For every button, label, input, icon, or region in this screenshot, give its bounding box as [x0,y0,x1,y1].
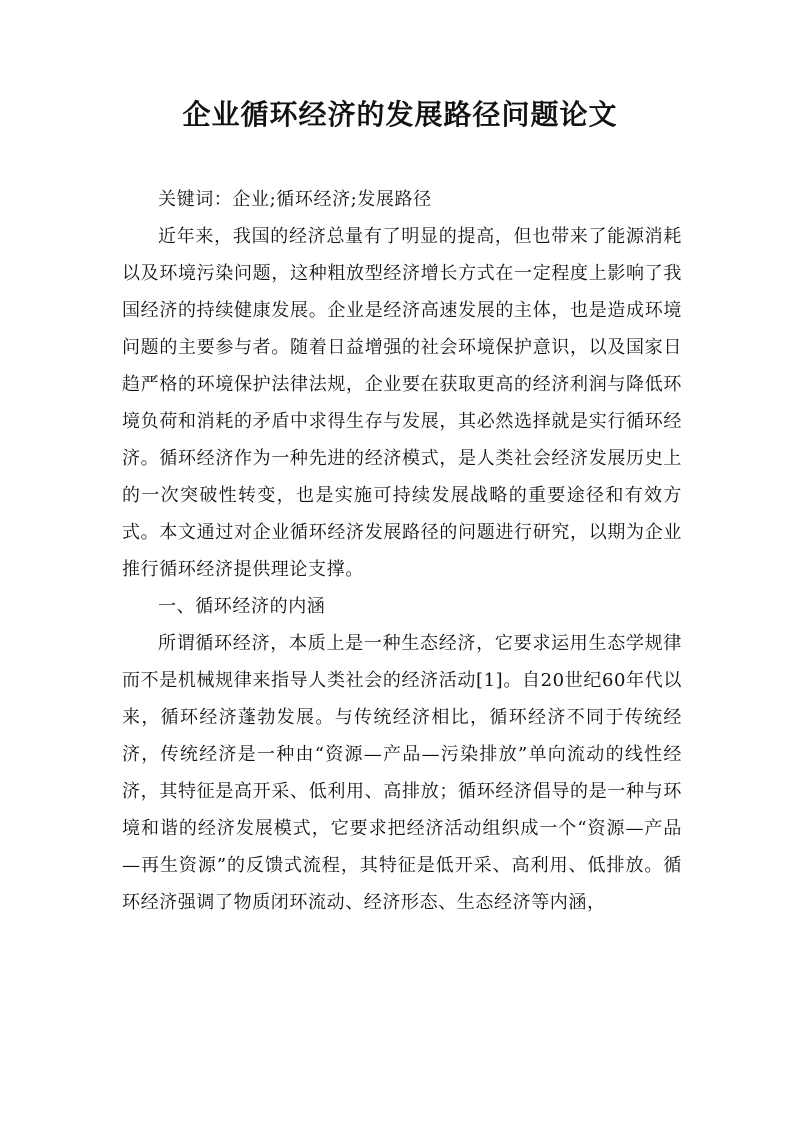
keywords-line: 关键词：企业;循环经济;发展路径 [158,189,432,210]
body-paragraph: 所谓循环经济，本质上是一种生态经济，它要求运用生态学规律而不是机械规律来指导人类社会的经济活动[1]。自20世纪60年代以来，循环经济蓬勃发展。与传统经济相比，循环经济不同于传统经济，传统经济是一种由“资源—产品—污染排放”单向流动的线性经济，其特征是高开采、低利用、高排放；循环经济倡导的是一种与环境和谐的经济发展模式，它要求把经济活动组织成一个“资源—产品—再生资源”的反馈式流程，其特征是低开采、高利用、低排放。循环经济强调了物质闭环流动、经济形态、生态经济等内涵， [122,633,682,913]
section-heading: 一、循环经济的内涵 [158,596,326,617]
document-title: 企业循环经济的发展路径问题论文 [182,98,618,131]
document-body [122,181,682,921]
intro-paragraph: 近年来，我国的经济总量有了明显的提高，但也带来了能源消耗以及环境污染问题，这种粗放型经济增长方式在一定程度上影响了我国经济的持续健康发展。企业是经济高速发展的主体，也是造成环境问题的主要参与者。随着日益增强的社会环境保护意识，以及国家日趋严格的环境保护法律法规，企业要在获取更高的经济利润与降低环境负荷和消耗的矛盾中求得生存与发展，其必然选择就是实行循环经济。循环经济作为一种先进的经济模式，是人类社会经济发展历史上的一次突破性转变，也是实施可持续发展战略的重要途径和有效方式。本文通过对企业循环经济发展路径的问题进行研究，以期为企业推行循环经济提供理论支撑。 [122,226,682,580]
